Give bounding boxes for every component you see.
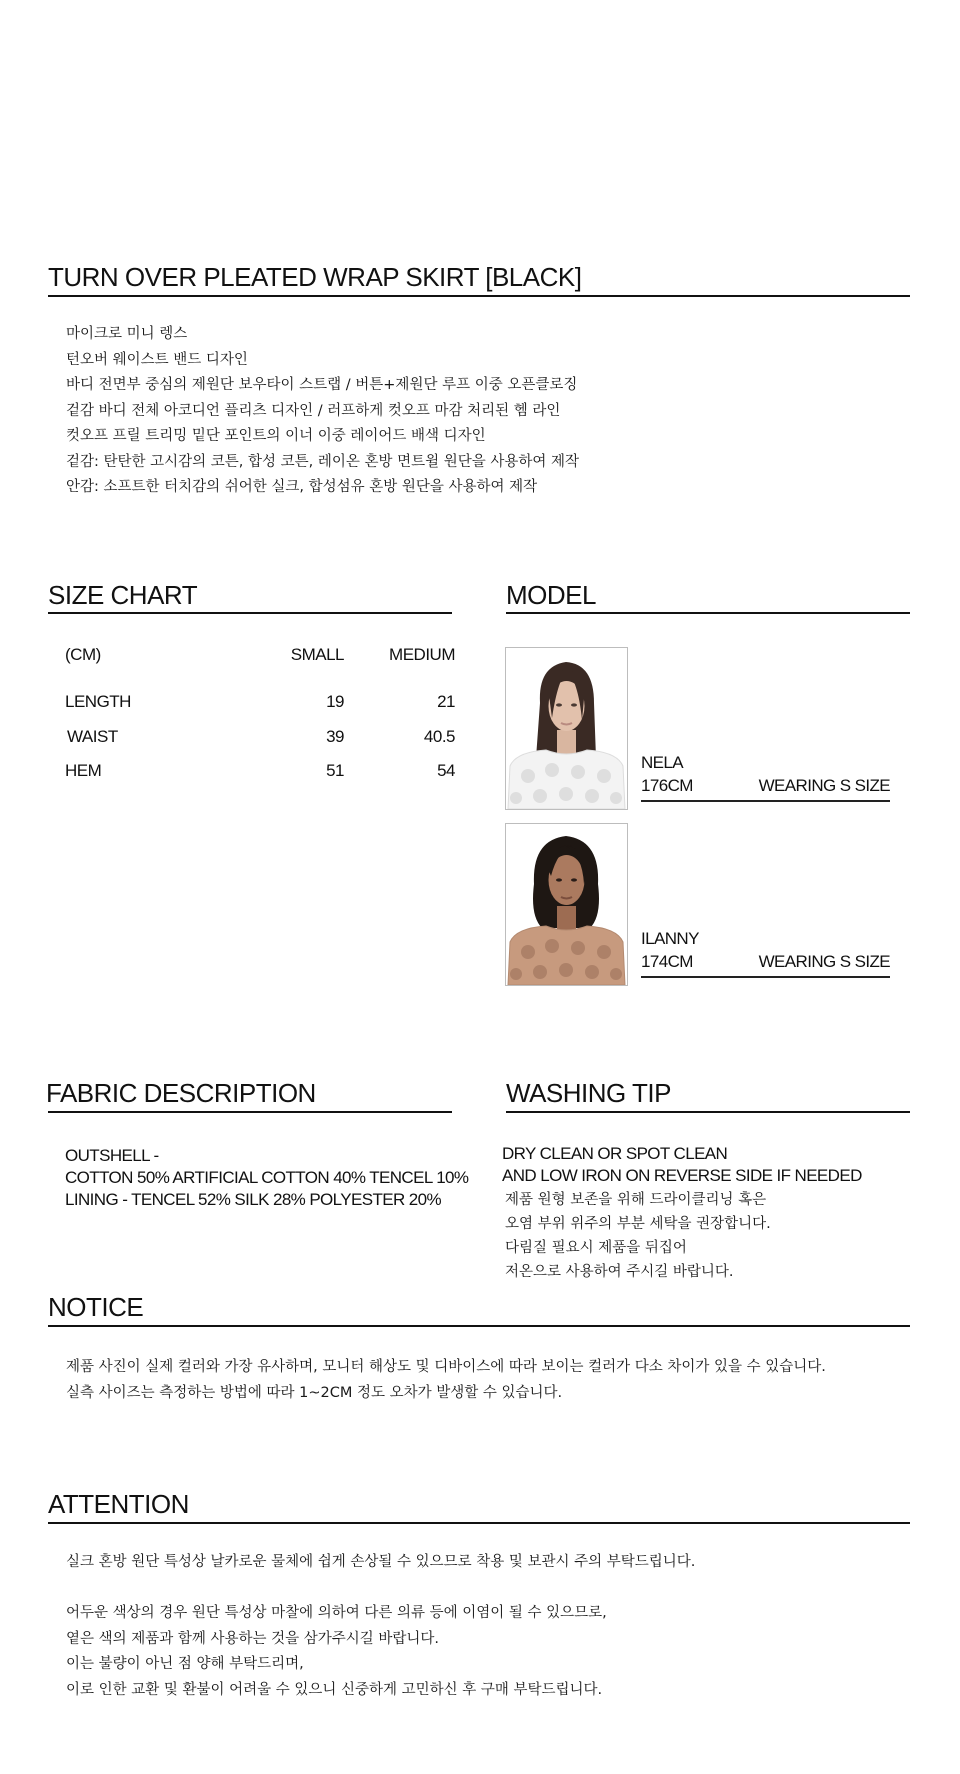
model-wearing-size: WEARING S SIZE <box>758 776 890 795</box>
washing-instructions-en <box>502 1143 862 1187</box>
size-row-value: 40.5 <box>423 727 455 746</box>
attention-title: ATTENTION <box>48 1489 189 1519</box>
fabric-line: COTTON 50% ARTIFICIAL COTTON 40% TENCEL 10% <box>65 1168 469 1187</box>
description-line: 바디 전면부 중심의 제원단 보우타이 스트랩 / 버튼+제원단 루프 이중 오픈클로징 <box>66 377 578 393</box>
model-wearing-size: WEARING S SIZE <box>758 952 890 971</box>
attention-line: 이는 불량이 아닌 점 양해 부탁드리며, <box>66 1656 304 1672</box>
model-portrait-icon <box>506 648 627 809</box>
size-row-value: 54 <box>437 761 455 780</box>
size-chart-divider <box>48 612 452 614</box>
fabric-line: LINING - TENCEL 52% SILK 28% POLYESTER 20% <box>65 1190 442 1209</box>
washing-divider <box>506 1111 910 1113</box>
size-row-value: 19 <box>326 692 344 711</box>
description-line: 겉감 바디 전체 아코디언 플리츠 디자인 / 러프하게 컷오프 마감 처리된 헴 라인 <box>66 402 561 419</box>
model-height: 174CM <box>641 952 693 971</box>
size-col-medium: MEDIUM <box>389 645 455 664</box>
size-row-label: LENGTH <box>65 692 131 711</box>
attention-line: 어두운 색상의 경우 원단 특성상 마찰에 의하여 다른 의류 등에 이염이 될 수 있으므로, <box>66 1605 607 1621</box>
size-unit-label: (CM) <box>65 645 101 664</box>
attention-line: 실크 혼방 원단 특성상 날카로운 물체에 쉽게 손상될 수 있으므로 착용 및 보관시 주의 부탁드립니다. <box>66 1554 696 1570</box>
attention-divider <box>48 1522 910 1524</box>
model-underline <box>641 800 890 802</box>
model-divider <box>506 612 910 614</box>
fabric-title: FABRIC DESCRIPTION <box>46 1078 316 1108</box>
washing-ko-line: 다림질 필요시 제품을 뒤집어 <box>505 1240 687 1256</box>
attention-line: 옅은 색의 제품과 함께 사용하는 것을 삼가주시길 바랍니다. <box>66 1630 440 1647</box>
size-row-value: 39 <box>326 727 344 746</box>
product-title: TURN OVER PLEATED WRAP SKIRT [BLACK] <box>48 262 582 292</box>
size-row-value: 21 <box>437 692 455 711</box>
size-row-value: 51 <box>326 761 344 780</box>
attention-paragraph-2 <box>66 1601 607 1703</box>
description-line: 컷오프 프릴 트리밍 밑단 포인트의 이너 이중 레이어드 배색 디자인 <box>66 428 486 444</box>
title-divider <box>48 295 910 297</box>
size-col-small: SMALL <box>290 645 344 664</box>
description-line: 겉감: 탄탄한 고시감의 코튼, 합성 코튼, 레이온 혼방 면트윌 원단을 사용하여 제작 <box>66 453 580 470</box>
model-height: 176CM <box>641 776 693 795</box>
description-line: 안감: 소프트한 터치감의 쉬어한 실크, 합성섬유 혼방 원단을 사용하여 제작 <box>66 479 538 495</box>
fabric-composition <box>65 1145 468 1211</box>
model-photo-ilanny <box>505 823 628 986</box>
notice-line: 실측 사이즈는 측정하는 방법에 따라 1~2CM 정도 오차가 발생할 수 있습니다. <box>66 1384 563 1401</box>
description-line: 턴오버 웨이스트 밴드 디자인 <box>66 351 248 368</box>
notice-divider <box>48 1325 910 1327</box>
model-title: MODEL <box>506 580 596 610</box>
model-name: ILANNY <box>641 929 699 948</box>
fabric-divider <box>48 1111 452 1113</box>
fabric-line: OUTSHELL - <box>65 1146 159 1165</box>
washing-line: DRY CLEAN OR SPOT CLEAN <box>502 1144 728 1163</box>
size-row-label: HEM <box>65 761 102 780</box>
model-name: NELA <box>641 753 684 772</box>
size-row-label: WAIST <box>67 727 118 746</box>
size-chart-title: SIZE CHART <box>48 580 198 610</box>
product-description <box>66 322 579 501</box>
attention-line: 이로 인한 교환 및 환불이 어려울 수 있으니 신중하게 고민하신 후 구매 부탁드립니다. <box>66 1681 603 1698</box>
description-line: 마이크로 미니 렝스 <box>66 326 188 342</box>
washing-ko-line: 오염 부위 위주의 부분 세탁을 권장합니다. <box>505 1216 771 1232</box>
model-portrait-icon <box>506 824 627 985</box>
washing-line: AND LOW IRON ON REVERSE SIDE IF NEEDED <box>502 1166 862 1185</box>
washing-ko-line: 제품 원형 보존을 위해 드라이클리닝 혹은 <box>505 1192 767 1208</box>
attention-paragraph-1 <box>66 1550 695 1576</box>
model-photo-nela <box>505 647 628 810</box>
model-underline <box>641 976 890 978</box>
notice-title: NOTICE <box>48 1292 144 1322</box>
washing-title: WASHING TIP <box>506 1078 671 1108</box>
notice-text <box>66 1355 826 1406</box>
washing-ko-line: 저온으로 사용하여 주시길 바랍니다. <box>505 1264 734 1280</box>
washing-instructions-ko <box>505 1188 771 1284</box>
notice-line: 제품 사진이 실제 컬러와 가장 유사하며, 모니터 해상도 및 디바이스에 따라 보이는 컬러가 다소 차이가 있을 수 있습니다. <box>66 1359 826 1375</box>
